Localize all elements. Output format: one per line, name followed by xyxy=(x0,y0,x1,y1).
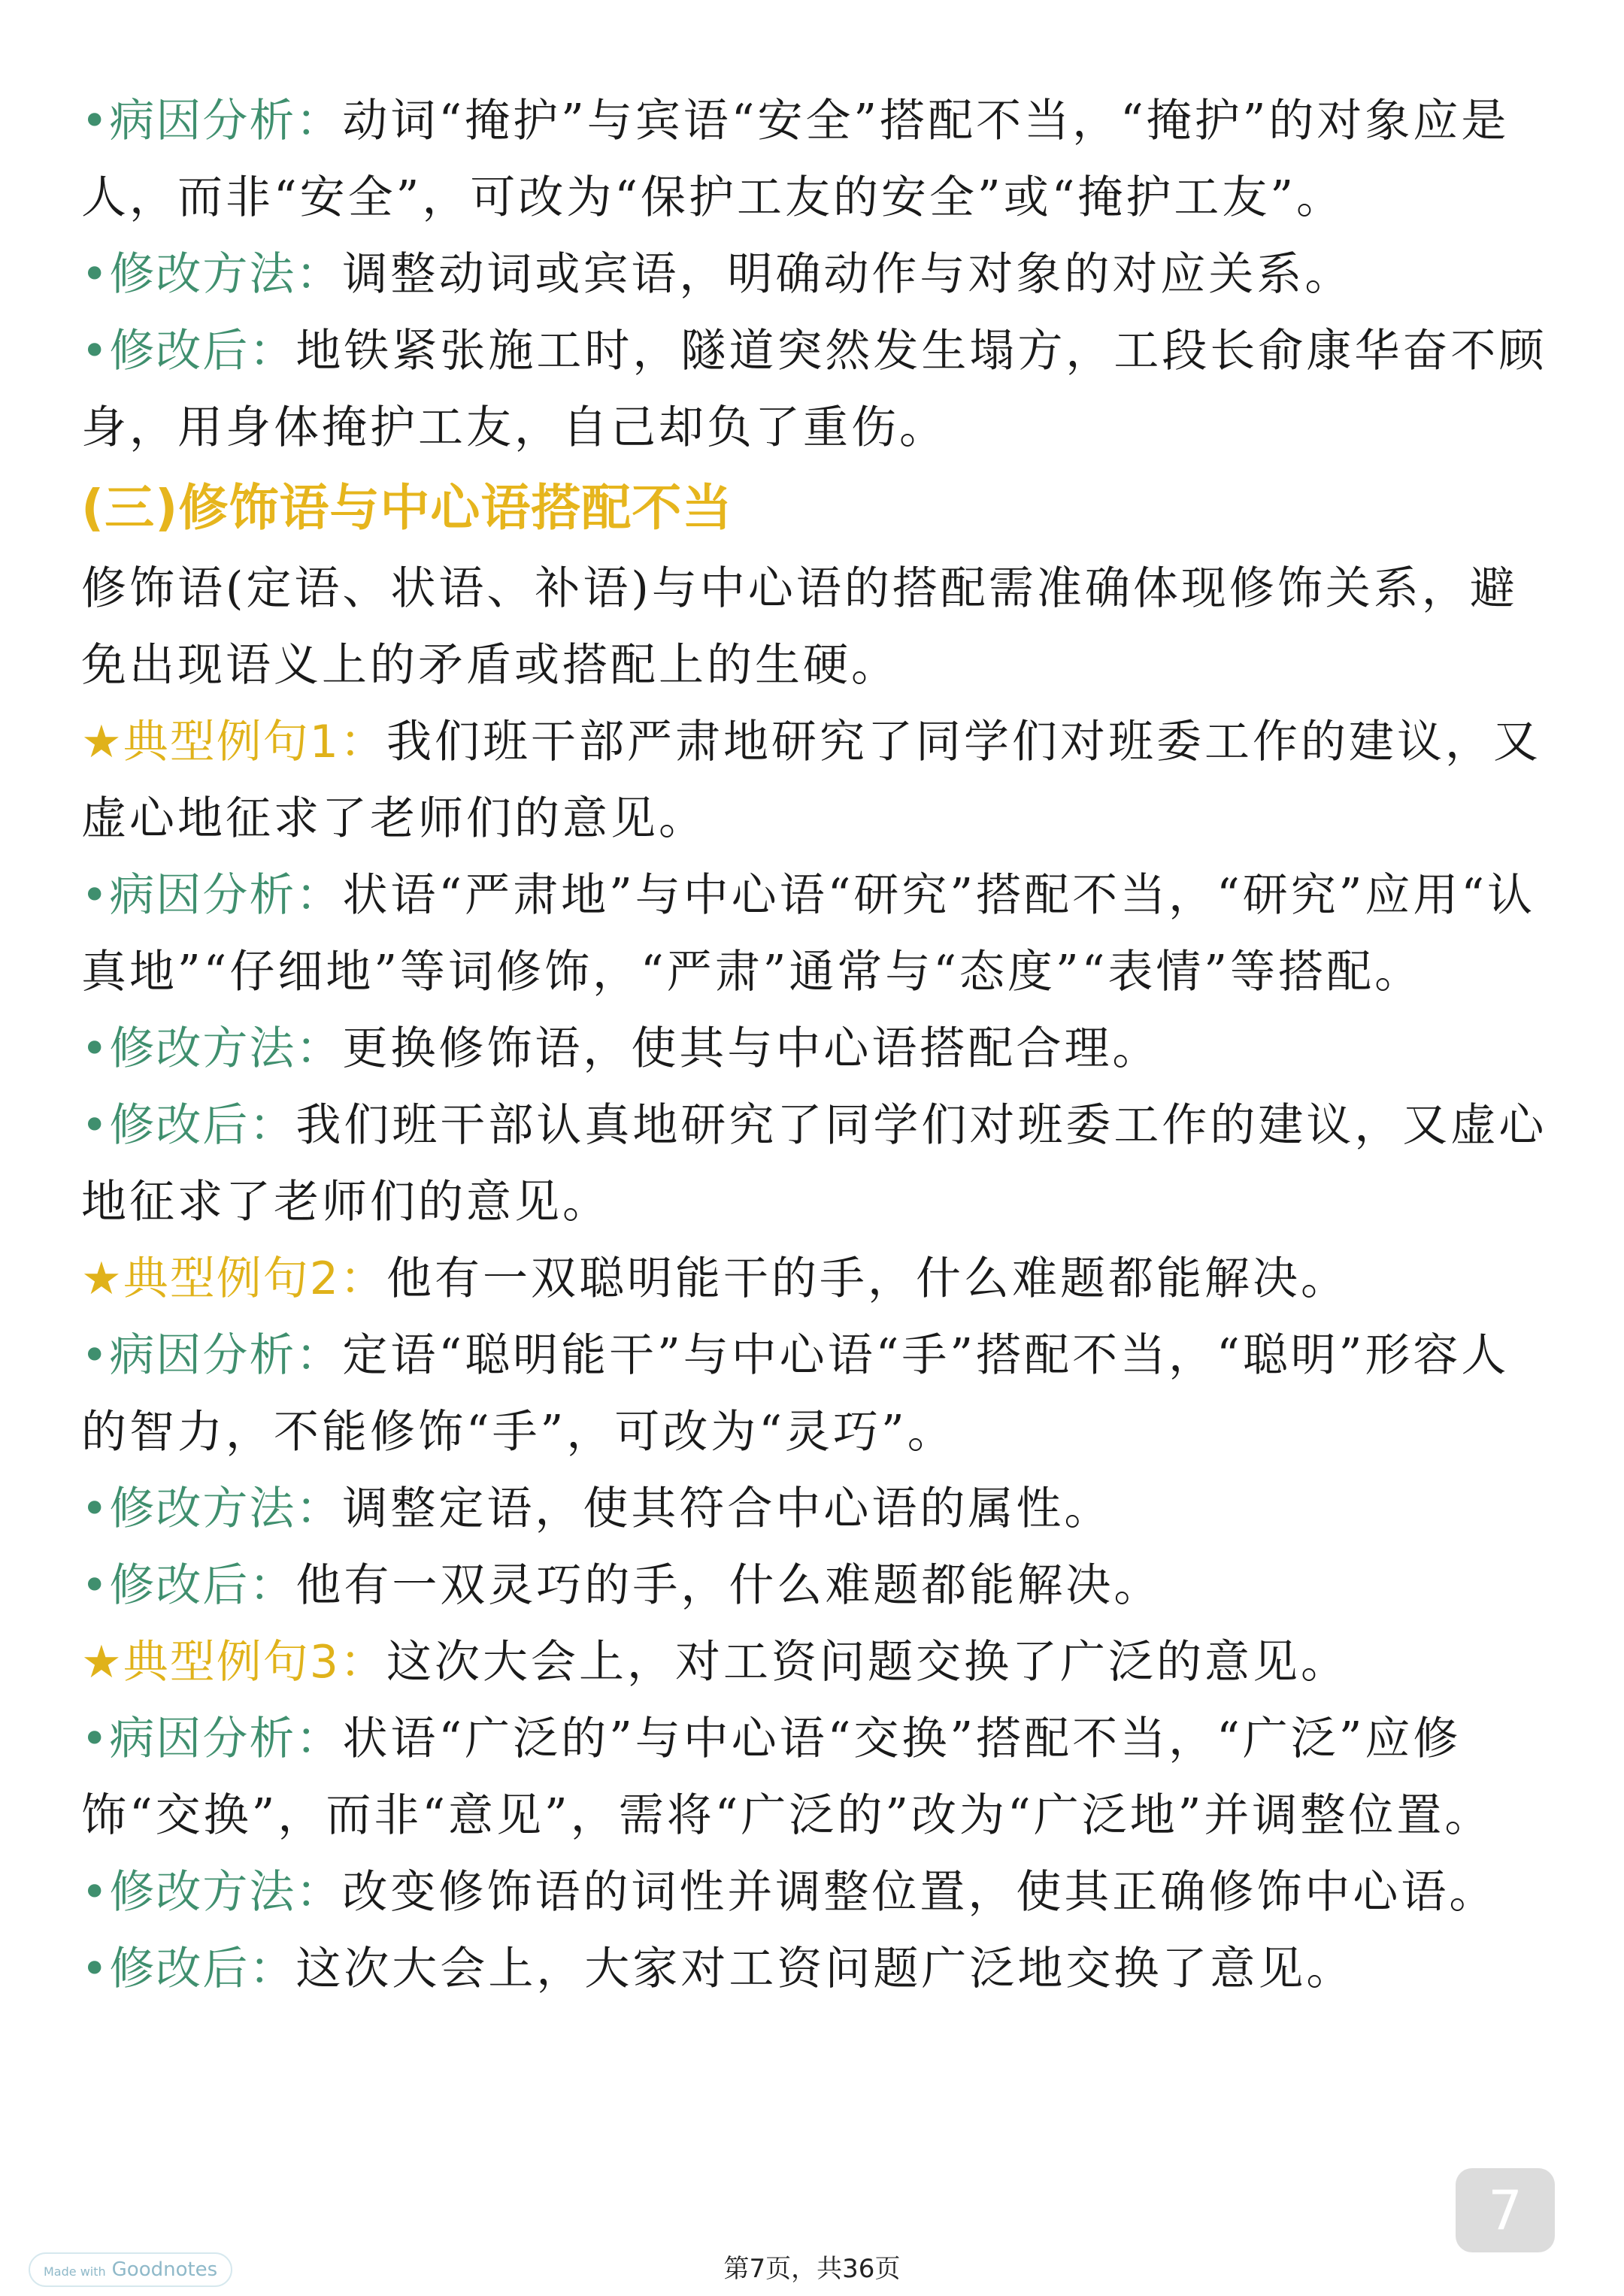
section-heading: (三)修饰语与中心语搭配不当 xyxy=(81,479,733,537)
revised-text: 我们班干部认真地研究了同学们对班委工作的建议，又虚心地征求了老师们的意见。 xyxy=(81,1099,1547,1228)
revised-text: 他有一双灵巧的手，什么难题都能解决。 xyxy=(295,1559,1162,1612)
analysis-text: 定语“聪明能干”与中心语“手”搭配不当，“聪明”形容人的智力，不能修饰“手”，可改为“灵巧”。 xyxy=(81,1329,1510,1458)
analysis-text: 状语“广泛的”与中心语“交换”搭配不当，“广泛”应修饰“交换”，而非“意见”，需将“广泛的”改为“广泛地”并调整位置。 xyxy=(81,1713,1493,1842)
method-text: 调整定语，使其符合中心语的属性。 xyxy=(342,1483,1113,1535)
method-label: •修改方法： xyxy=(81,248,343,301)
goodnotes-watermark xyxy=(29,2252,232,2287)
analysis-label: •病因分析： xyxy=(81,95,343,147)
revised-label: •修改后： xyxy=(81,1943,296,1995)
example-1-label: ★典型例句1： xyxy=(81,716,386,768)
revised-label: •修改后： xyxy=(81,325,296,377)
analysis-text: 状语“严肃地”与中心语“研究”搭配不当，“研究”应用“认真地”“仔细地”等词修饰，“严肃”通常与“态度”“表情”等搭配。 xyxy=(81,869,1536,998)
example-2-label: ★典型例句2： xyxy=(81,1253,386,1305)
page-number-badge: 7 xyxy=(1456,2168,1555,2252)
analysis-label: •病因分析： xyxy=(81,1713,343,1765)
example-2 xyxy=(81,1240,1555,1317)
method-label: •修改方法： xyxy=(81,1022,343,1075)
revised-label: •修改后： xyxy=(81,1099,296,1152)
example-2-analysis xyxy=(81,1317,1555,1471)
analysis-label: •病因分析： xyxy=(81,869,343,922)
method-text: 改变修饰语的词性并调整位置，使其正确修饰中心语。 xyxy=(342,1866,1498,1919)
watermark-brand-text: Goodnotes xyxy=(111,2258,218,2281)
method-text: 更换修饰语，使其与中心语搭配合理。 xyxy=(342,1022,1161,1075)
example-1-text: 我们班干部严肃地研究了同学们对班委工作的建议，又虚心地征求了老师们的意见。 xyxy=(81,716,1541,845)
example-3-label: ★典型例句3： xyxy=(81,1636,386,1689)
revised-label: •修改后： xyxy=(81,1559,296,1612)
example-3-method xyxy=(81,1854,1555,1931)
analysis-label: •病因分析： xyxy=(81,1329,343,1382)
example-3-analysis xyxy=(81,1701,1555,1854)
example-3-text: 这次大会上，对工资问题交换了广泛的意见。 xyxy=(386,1636,1349,1689)
revised-text: 地铁紧张施工时，隧道突然发生塌方，工段长俞康华奋不顾身，用身体掩护工友，自己却负了重伤。 xyxy=(81,325,1547,454)
example-1-method xyxy=(81,1010,1555,1087)
example-1 xyxy=(81,704,1555,857)
example-2-method xyxy=(81,1471,1555,1547)
section-intro: 修饰语(定语、状语、补语)与中心语的搭配需准确体现修饰关系，避免出现语义上的矛盾或搭配上的生硬。 xyxy=(81,562,1518,692)
revised-text: 这次大会上，大家对工资问题广泛地交换了意见。 xyxy=(295,1943,1355,1995)
example-2-text: 他有一双聪明能干的手，什么难题都能解决。 xyxy=(386,1253,1349,1305)
watermark-small-text: Made with xyxy=(44,2264,106,2279)
example-1-analysis xyxy=(81,857,1555,1010)
method-text: 调整动词或宾语，明确动作与对象的对应关系。 xyxy=(342,248,1353,301)
method-label: •修改方法： xyxy=(81,1866,343,1919)
analysis-text: 动词“掩护”与宾语“安全”搭配不当，“掩护”的对象应是人，而非“安全”，可改为“保护工友的安全”或“掩护工友”。 xyxy=(81,95,1510,224)
example-1-revised xyxy=(81,1087,1555,1240)
method-paragraph xyxy=(81,236,1555,313)
method-label: •修改方法： xyxy=(81,1483,343,1535)
example-2-revised xyxy=(81,1547,1555,1624)
document-body xyxy=(81,83,1555,2007)
analysis-paragraph xyxy=(81,83,1555,236)
example-3-revised xyxy=(81,1931,1555,2007)
example-3 xyxy=(81,1624,1555,1701)
revised-paragraph xyxy=(81,313,1555,466)
page-footer: 第7页，共36页 xyxy=(723,2254,901,2284)
